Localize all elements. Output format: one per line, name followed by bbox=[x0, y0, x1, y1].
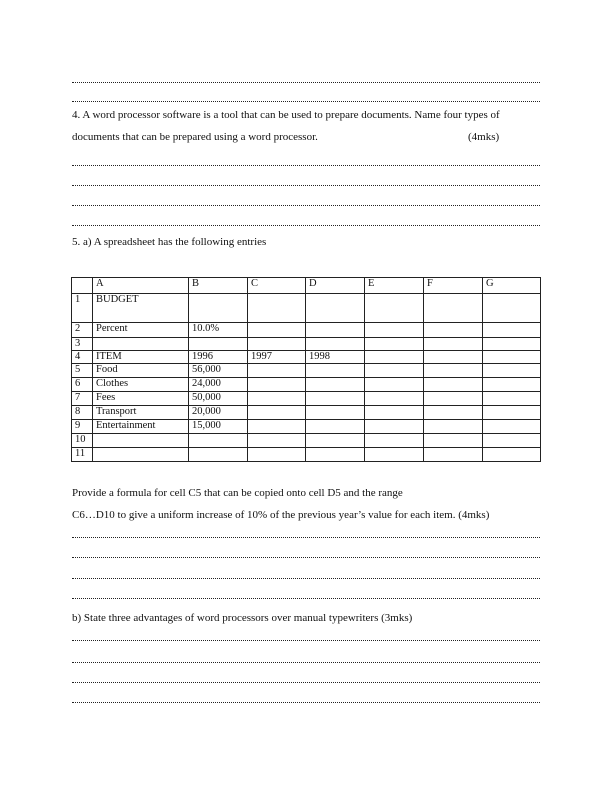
question-5a-line2: C6…D10 to give a uniform increase of 10% of the previous year’s value for each item. (4mks) bbox=[72, 509, 490, 521]
answer-line bbox=[72, 165, 540, 166]
question-5b-text: b) State three advantages of word processors over manual typewriters (3mks) bbox=[72, 612, 413, 624]
question-5a-intro: 5. a) A spreadsheet has the following entries bbox=[72, 236, 267, 248]
table-cell bbox=[365, 294, 424, 323]
table-cell: 20,000 bbox=[189, 406, 248, 420]
row-number: 7 bbox=[72, 392, 93, 406]
table-cell bbox=[424, 406, 483, 420]
table-cell: ITEM bbox=[93, 351, 189, 364]
table-cell bbox=[306, 378, 365, 392]
table-cell bbox=[483, 364, 541, 378]
question-4-marks: (4mks) bbox=[468, 131, 500, 143]
table-cell bbox=[248, 338, 306, 351]
table-cell bbox=[93, 338, 189, 351]
table-cell bbox=[306, 406, 365, 420]
answer-line bbox=[72, 82, 540, 83]
table-cell: E bbox=[365, 278, 424, 294]
table-cell bbox=[424, 378, 483, 392]
table-cell bbox=[365, 406, 424, 420]
question-4-text: documents that can be prepared using a word processor. bbox=[72, 131, 318, 143]
table-row bbox=[72, 323, 541, 338]
table-cell bbox=[424, 420, 483, 434]
table-cell bbox=[248, 448, 306, 462]
table-cell bbox=[189, 448, 248, 462]
table-cell bbox=[483, 420, 541, 434]
row-number: 6 bbox=[72, 378, 93, 392]
table-cell: 15,000 bbox=[189, 420, 248, 434]
table-cell bbox=[424, 351, 483, 364]
row-number: 2 bbox=[72, 323, 93, 338]
table-cell bbox=[306, 420, 365, 434]
table-cell bbox=[306, 448, 365, 462]
column-header-row bbox=[72, 278, 541, 294]
answer-line bbox=[72, 578, 540, 579]
table-cell bbox=[248, 392, 306, 406]
table-cell bbox=[306, 323, 365, 338]
row-number: 11 bbox=[72, 448, 93, 462]
table-cell bbox=[483, 294, 541, 323]
table-cell: Transport bbox=[93, 406, 189, 420]
question-4-line2 bbox=[72, 130, 540, 144]
table-cell: 1996 bbox=[189, 351, 248, 364]
table-cell bbox=[248, 364, 306, 378]
row-number: 3 bbox=[72, 338, 93, 351]
table-row bbox=[72, 364, 541, 378]
table-row bbox=[72, 448, 541, 462]
table-cell: A bbox=[93, 278, 189, 294]
table-cell bbox=[365, 323, 424, 338]
row-number: 9 bbox=[72, 420, 93, 434]
row-number: 1 bbox=[72, 294, 93, 323]
answer-line bbox=[72, 682, 540, 683]
table-cell bbox=[365, 448, 424, 462]
table-cell: BUDGET bbox=[93, 294, 189, 323]
answer-line bbox=[72, 205, 540, 206]
table-cell bbox=[424, 434, 483, 448]
table-cell bbox=[248, 406, 306, 420]
table-cell bbox=[306, 294, 365, 323]
table-cell bbox=[306, 364, 365, 378]
table-cell: Clothes bbox=[93, 378, 189, 392]
answer-line bbox=[72, 185, 540, 186]
table-cell: 1998 bbox=[306, 351, 365, 364]
table-cell: 56,000 bbox=[189, 364, 248, 378]
table-cell bbox=[483, 406, 541, 420]
table-cell bbox=[306, 338, 365, 351]
table-cell bbox=[248, 323, 306, 338]
table-cell: Percent bbox=[93, 323, 189, 338]
table-cell: Entertainment bbox=[93, 420, 189, 434]
table-cell bbox=[424, 392, 483, 406]
table-cell bbox=[93, 448, 189, 462]
table-cell bbox=[248, 294, 306, 323]
table-cell bbox=[365, 351, 424, 364]
table-cell bbox=[483, 392, 541, 406]
table-cell bbox=[483, 434, 541, 448]
table-cell bbox=[424, 364, 483, 378]
table-cell bbox=[424, 323, 483, 338]
table-row bbox=[72, 392, 541, 406]
table-cell bbox=[365, 338, 424, 351]
table-cell bbox=[189, 434, 248, 448]
table-cell: C bbox=[248, 278, 306, 294]
table-cell bbox=[483, 351, 541, 364]
table-row bbox=[72, 294, 541, 323]
row-number: 10 bbox=[72, 434, 93, 448]
table-cell: Fees bbox=[93, 392, 189, 406]
table-cell: F bbox=[424, 278, 483, 294]
answer-line bbox=[72, 557, 540, 558]
table-cell bbox=[306, 392, 365, 406]
table-cell bbox=[424, 338, 483, 351]
table-cell: 1997 bbox=[248, 351, 306, 364]
table-cell bbox=[248, 420, 306, 434]
table-cell bbox=[483, 338, 541, 351]
table-cell: D bbox=[306, 278, 365, 294]
row-number: 8 bbox=[72, 406, 93, 420]
table-cell bbox=[248, 434, 306, 448]
answer-line bbox=[72, 640, 540, 641]
table-cell bbox=[365, 392, 424, 406]
question-5a-line1: Provide a formula for cell C5 that can be copied onto cell D5 and the range bbox=[72, 487, 403, 499]
table-cell bbox=[189, 338, 248, 351]
table-cell: B bbox=[189, 278, 248, 294]
answer-line bbox=[72, 225, 540, 226]
spreadsheet-table bbox=[71, 277, 541, 462]
table-row bbox=[72, 351, 541, 364]
table-row bbox=[72, 420, 541, 434]
answer-line bbox=[72, 537, 540, 538]
answer-line bbox=[72, 662, 540, 663]
row-number bbox=[72, 278, 93, 294]
question-4-line1: 4. A word processor software is a tool that can be used to prepare documents. Name four types of bbox=[72, 109, 500, 121]
table-row bbox=[72, 406, 541, 420]
table-row bbox=[72, 434, 541, 448]
table-row bbox=[72, 378, 541, 392]
table-cell: Food bbox=[93, 364, 189, 378]
table-cell bbox=[248, 378, 306, 392]
table-cell bbox=[365, 434, 424, 448]
answer-line bbox=[72, 101, 540, 102]
table-cell bbox=[365, 420, 424, 434]
table-cell bbox=[424, 448, 483, 462]
table-row bbox=[72, 338, 541, 351]
table-cell bbox=[365, 378, 424, 392]
table-cell: 10.0% bbox=[189, 323, 248, 338]
row-number: 4 bbox=[72, 351, 93, 364]
table-cell bbox=[365, 364, 424, 378]
table-cell bbox=[424, 294, 483, 323]
table-cell bbox=[306, 434, 365, 448]
table-cell: G bbox=[483, 278, 541, 294]
answer-line bbox=[72, 702, 540, 703]
table-cell bbox=[483, 378, 541, 392]
table-cell bbox=[189, 294, 248, 323]
table-cell bbox=[93, 434, 189, 448]
table-cell bbox=[483, 323, 541, 338]
row-number: 5 bbox=[72, 364, 93, 378]
table-cell bbox=[483, 448, 541, 462]
table-cell: 50,000 bbox=[189, 392, 248, 406]
table-cell: 24,000 bbox=[189, 378, 248, 392]
answer-line bbox=[72, 598, 540, 599]
